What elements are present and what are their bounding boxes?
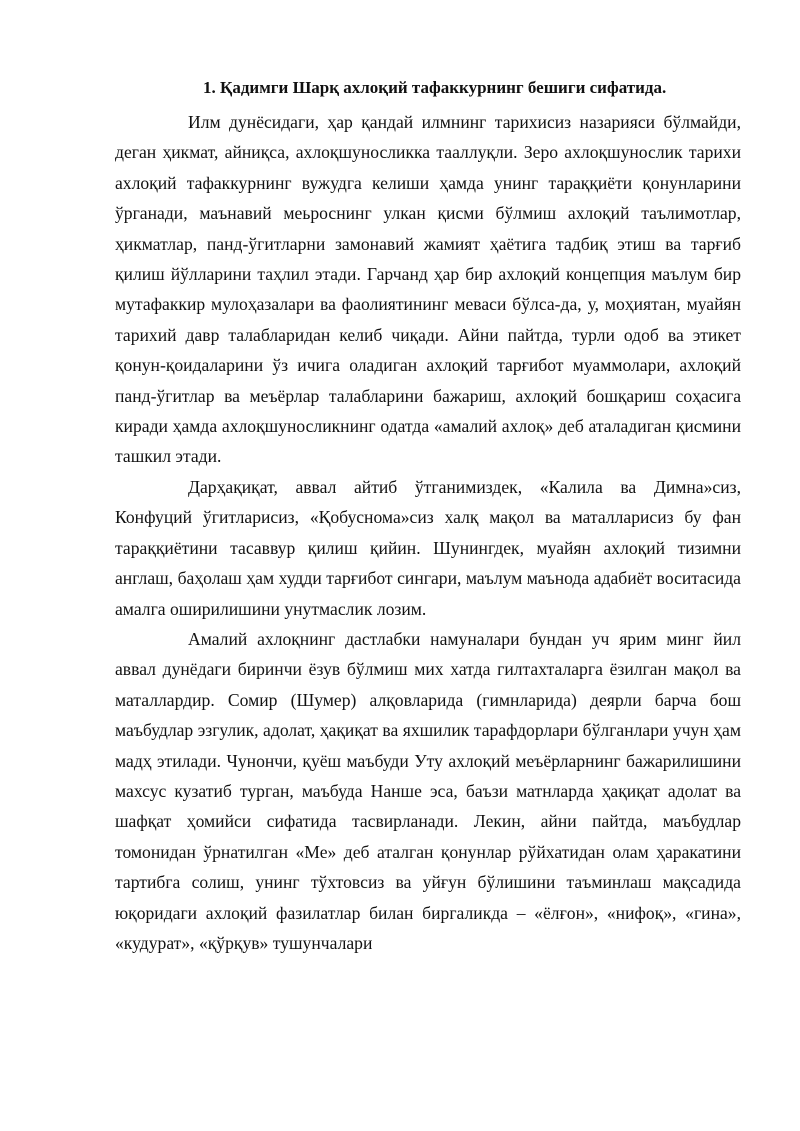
document-page [115,72,741,958]
paragraph-3: Амалий ахлоқнинг дастлабки намуналари бундан уч ярим минг йил аввал дунёдаги биринчи ёзув бўлмиш мих хатда гилтахталарга ёзилган мақол ва маталлардир. Сомир (Шумер) алқовларида (гимнларида) деярли барча бош маъбудлар эзгулик, адолат, ҳақиқат ва яхшилик тарафдорлари бўлганлари учун ҳам мадҳ этилади. Чунончи, қуёш маъбуди Уту ахлоқий меъёрларнинг бажарилишини махсус кузатиб турган, маъбуда Нанше эса, баъзи матнларда ҳақиқат адолат ва шафқат ҳомийси сифатида тасвирланади. Лекин, айни пайтда, маъбудлар томонидан ўрнатилган «Ме» деб аталган қонунлар рўйхатидан олам ҳаракатини тартибга солиш, унинг тўхтовсиз ва уйғун бўлишини таъминлаш мақсадида юқоридаги ахлоқий фазилатлар билан биргаликда – «ёлғон», «нифоқ», «гина», «кудурат», «қўрқув» тушунчалари [115,628,741,953]
section-heading: 1. Қадимги Шарқ ахлоқий тафаккурнинг бешиги сифатида. [203,78,667,97]
paragraph-1: Илм дунёсидаги, ҳар қандай илмнинг тарихисиз назарияси бўлмайди, деган ҳикмат, айниқса, ахлоқшуносликка тааллуқли. Зеро ахлоқшунослик тарихи ахлоқий тафаккурнинг вужудга келиши ҳамда унинг тараққиёти қонунларини ўрганади, маънавий меьроснинг улкан қисми бўлмиш ахлоқий таълимотлар, ҳикматлар, панд-ўгитларни замонавий жамият ҳаётига тадбиқ этиш ва тарғиб қилиш йўлларини таҳлил этади. Гарчанд ҳар бир ахлоқий концепция маълум бир мутафаккир мулоҳазалари ва фаолиятининг меваси бўлса-да, у, моҳиятан, муайян тарихий давр талабларидан келиб чиқади. Айни пайтда, турли одоб ва этикет қонун-қоидаларини ўз ичига оладиган ахлоқий тарғибот муаммолари, ахлоқий панд-ўгитлар ва меъёрлар талабларини бажариш, ахлоқий бошқариш соҳасига киради ҳамда ахлоқшуносликнинг одатда «амалий ахлоқ» деб аталадиган қисмини ташкил этади. [115,112,741,467]
paragraph-2: Дарҳақиқат, аввал айтиб ўтганимиздек, «Калила ва Димна»сиз, Конфуций ўгитларисиз, «Қобуснома»сиз халқ мақол ва маталларисиз бу фан тараққиётини тасаввур қилиш қийин. Шунингдек, муайян ахлоқий тизимни англаш, баҳолаш ҳам худди тарғибот сингари, маълум маънода адабиёт воситасида амалга оширилишини унутмаслик лозим. [115,476,741,619]
